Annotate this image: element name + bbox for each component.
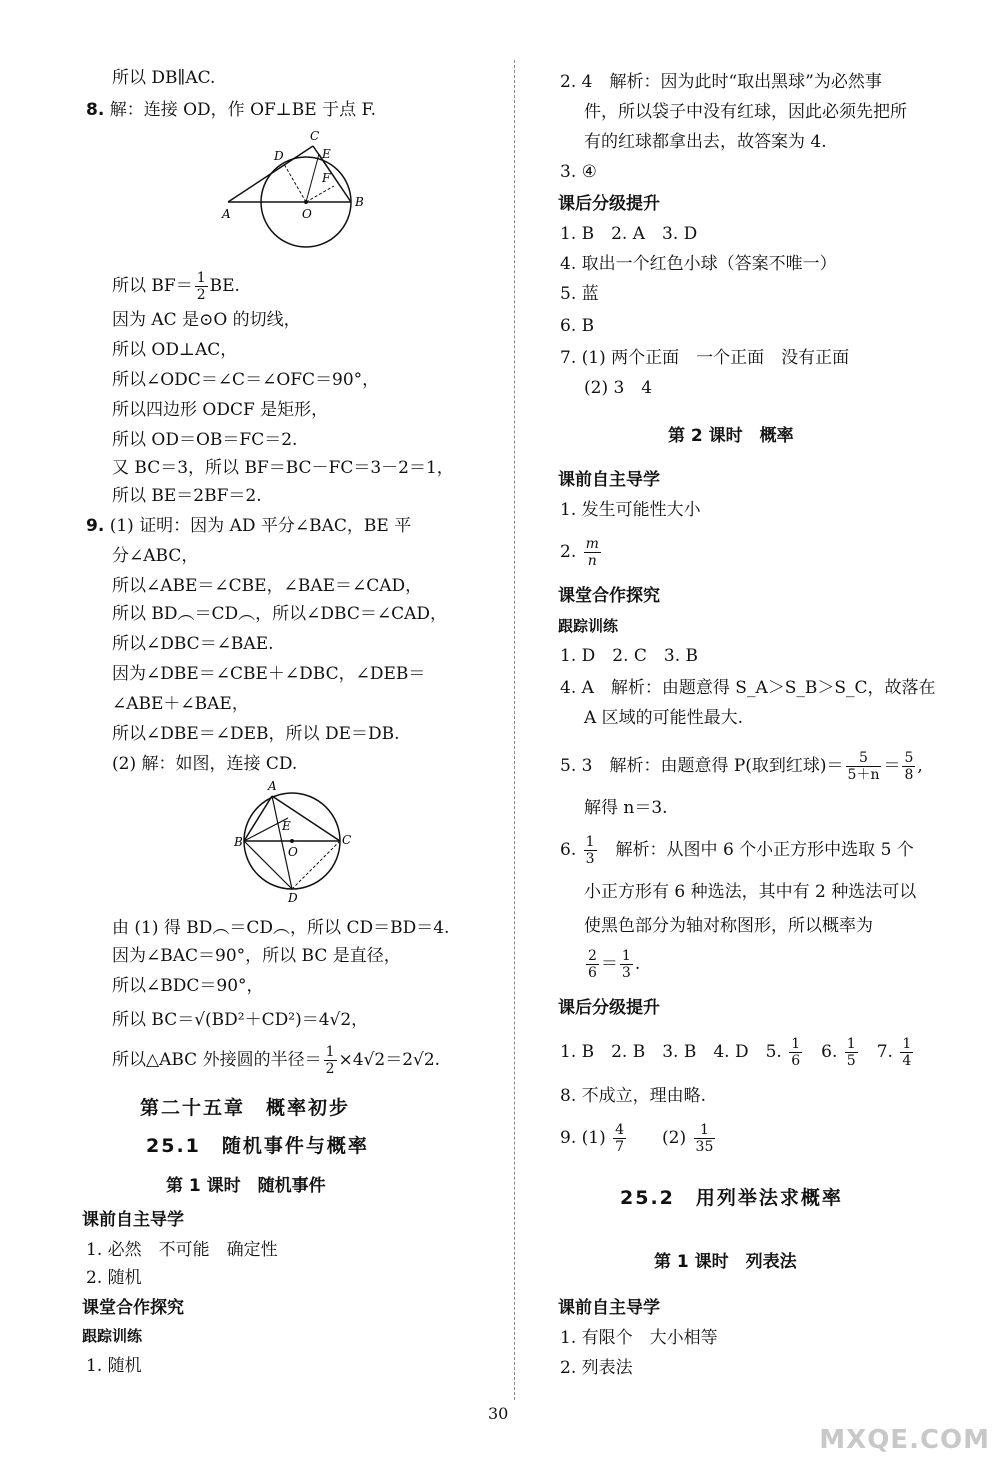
answer-line: 3. ④ (560, 162, 597, 182)
answer-line: 6. $\frac{1}{3}$ 解析：从图中 6 个小正方形中选取 5 个 (560, 834, 914, 867)
subsection-heading: 课前自主导学 (558, 1298, 660, 1318)
text-line: 所以∠DBC＝∠BAE. (112, 634, 274, 654)
subsection-heading: 课后分级提升 (558, 194, 660, 214)
figure-inscribed-triangle (232, 778, 356, 904)
question-9: 9. (1) 证明：因为 AD 平分∠BAC，BE 平 (86, 516, 412, 536)
answer-line: 2. $\frac{m}{n}$ (560, 536, 599, 569)
question-number: 9. (86, 516, 105, 536)
fraction: $\frac{5}{8}$ (904, 750, 914, 783)
text-line: 所以 DB∥AC. (112, 68, 216, 88)
fraction: $\frac{1}{2}$ (325, 1044, 335, 1077)
fraction: $\frac{1}{3}$ (621, 948, 631, 981)
label-e: E (282, 819, 291, 833)
label-b: B (355, 195, 364, 209)
answer-line: 1. 随机 (86, 1356, 142, 1376)
text-line: 有的红球都拿出去，故答案为 4. (584, 132, 827, 152)
text-line: 解得 n＝3. (584, 798, 668, 818)
label-e: E (322, 147, 331, 161)
text-line: (2) 3 4 (584, 378, 653, 398)
lesson-title: 第 1 课时 随机事件 (166, 1176, 326, 1196)
answer-line: 2. 4 解析：因为此时“取出黑球”为必然事 (560, 72, 882, 92)
text-line: 所以 BC＝√(BD²＋CD²)＝4√2， (112, 1010, 369, 1030)
column-divider (514, 60, 515, 1400)
answer-line: 4. 取出一个红色小球（答案不唯一） (560, 254, 837, 274)
text-line: 分∠ABC， (112, 546, 199, 566)
fraction: $\frac{m}{n}$ (585, 536, 599, 569)
answer-line: 1. 有限个 大小相等 (560, 1328, 718, 1348)
text-line: 所以∠ODC＝∠C＝∠OFC＝90°， (112, 370, 380, 390)
text-line: (2) 解：如图，连接 CD. (112, 754, 298, 774)
question-text: 解：连接 OD，作 OF⊥BE 于点 F. (109, 100, 377, 120)
subsection-heading: 课前自主导学 (82, 1210, 184, 1230)
text-line: 使黑色部分为轴对称图形，所以概率为 (584, 916, 873, 936)
text-line: 所以 BD︵＝CD︵，所以∠DBC＝∠CAD， (112, 604, 448, 624)
label-f: F (322, 171, 331, 185)
text-line: A 区域的可能性最大. (584, 708, 744, 728)
subsection-heading: 课堂合作探究 (82, 1298, 184, 1318)
answer-line: 5. 蓝 (560, 284, 599, 304)
answer-line: 1. D 2. C 3. B (560, 646, 699, 666)
watermark: MXQE.COM (819, 1425, 990, 1455)
text-line: 所以 BF＝ $\frac{1}{2}$ BE. (112, 270, 240, 303)
answer-line: 5. 3 解析：由题意得 P(取到红球)＝ $\frac{5}{5+n}$ ＝ $\frac{5}{8}$ , (560, 750, 923, 783)
answer-line: 2. 随机 (86, 1268, 142, 1288)
answer-line: 2. 列表法 (560, 1358, 633, 1378)
text-line: 又 BC＝3，所以 BF＝BC－FC＝3－2＝1， (112, 458, 454, 478)
label-c: C (342, 833, 352, 847)
subsection-heading: 课堂合作探究 (558, 586, 660, 606)
subsection-heading: 课后分级提升 (558, 998, 660, 1018)
text-line: 所以 OD⊥AC， (112, 340, 238, 360)
text-line: 因为∠DBE＝∠CBE＋∠DBC，∠DEB＝ (112, 664, 426, 684)
label-c: C (310, 129, 320, 143)
text-line: 所以四边形 ODCF 是矩形， (112, 400, 329, 420)
label-d: D (274, 149, 284, 163)
lesson-title: 第 2 课时 概率 (668, 426, 794, 446)
question-number: 8. (86, 100, 105, 120)
section-title: 25.2 用列举法求概率 (620, 1187, 843, 1209)
text-line: ∠ABE＋∠BAE， (112, 694, 249, 714)
figure-circle-tangent (218, 126, 368, 256)
fraction: $\frac{1}{5}$ (846, 1036, 856, 1069)
fraction: $\frac{2}{6}$ (588, 948, 597, 981)
answer-line: 4. A 解析：由题意得 S_A＞S_B＞S_C，故落在 (560, 678, 936, 698)
fraction: $\frac{1}{35}$ (695, 1122, 714, 1155)
fraction: $\frac{1}{2}$ (196, 270, 206, 303)
fraction: $\frac{1}{6}$ (791, 1036, 801, 1069)
label-b: B (234, 835, 243, 849)
answer-line: 1. B 2. A 3. D (560, 224, 698, 244)
text-line: 所以△ABC 外接圆的半径＝ $\frac{1}{2}$ ×4√2＝2√2. (112, 1044, 441, 1077)
answer-line: 1. 必然 不可能 确定性 (86, 1240, 278, 1260)
chapter-title: 第二十五章 概率初步 (140, 1097, 351, 1119)
subsection-heading: 跟踪训练 (558, 617, 619, 635)
text-line: 因为 AC 是⊙O 的切线， (112, 310, 301, 330)
page-number: 30 (488, 1404, 509, 1423)
section-title: 25.1 随机事件与概率 (146, 1135, 369, 1157)
text-line: 所以∠ABE＝∠CBE，∠BAE＝∠CAD， (112, 576, 423, 596)
text-line: 件，所以袋子中没有红球，因此必须先把所 (584, 102, 907, 122)
fraction: $\frac{4}{7}$ (615, 1122, 625, 1155)
lesson-title: 第 1 课时 列表法 (654, 1252, 797, 1272)
subsection-heading: 跟踪训练 (82, 1327, 143, 1345)
label-o: O (302, 207, 312, 221)
answer-line: 6. B (560, 316, 595, 336)
fraction: $\frac{5}{5+n}$ (847, 750, 880, 783)
text-line: $\frac{2}{6}$ ＝ $\frac{1}{3}$ . (588, 948, 641, 981)
text-line: 所以∠BDC＝90°， (112, 976, 264, 996)
text-line: 所以 BE＝2BF＝2. (112, 486, 262, 506)
label-a: A (268, 779, 277, 793)
subsection-heading: 课前自主导学 (558, 470, 660, 490)
answer-line: 9. (1) $\frac{4}{7}$ (2) $\frac{1}{35}$ (560, 1122, 714, 1155)
answer-line: 1. B 2. B 3. B 4. D 5. $\frac{1}{6}$ 6. $\frac{1}{5}$ 7. $\frac{1}{4}$ (560, 1036, 912, 1069)
text-line: 所以∠DBE＝∠DEB，所以 DE＝DB. (112, 724, 400, 744)
text-line: 因为∠BAC＝90°，所以 BC 是直径， (112, 946, 401, 966)
answer-line: 1. 发生可能性大小 (560, 500, 701, 520)
text-line: 小正方形有 6 种选法，其中有 2 种选法可以 (584, 882, 917, 902)
text-line: 所以 OD＝OB＝FC＝2. (112, 430, 298, 450)
question-8 (86, 98, 376, 122)
label-d: D (288, 891, 298, 904)
answer-line: 8. 不成立，理由略. (560, 1086, 707, 1106)
label-a: A (222, 207, 231, 221)
label-o: O (288, 845, 298, 859)
fraction: $\frac{1}{3}$ (585, 834, 595, 867)
answer-line: 7. (1) 两个正面 一个正面 没有正面 (560, 348, 850, 368)
text-line: 由 (1) 得 BD︵＝CD︵，所以 CD＝BD＝4. (112, 918, 450, 938)
fraction: $\frac{1}{4}$ (902, 1036, 912, 1069)
